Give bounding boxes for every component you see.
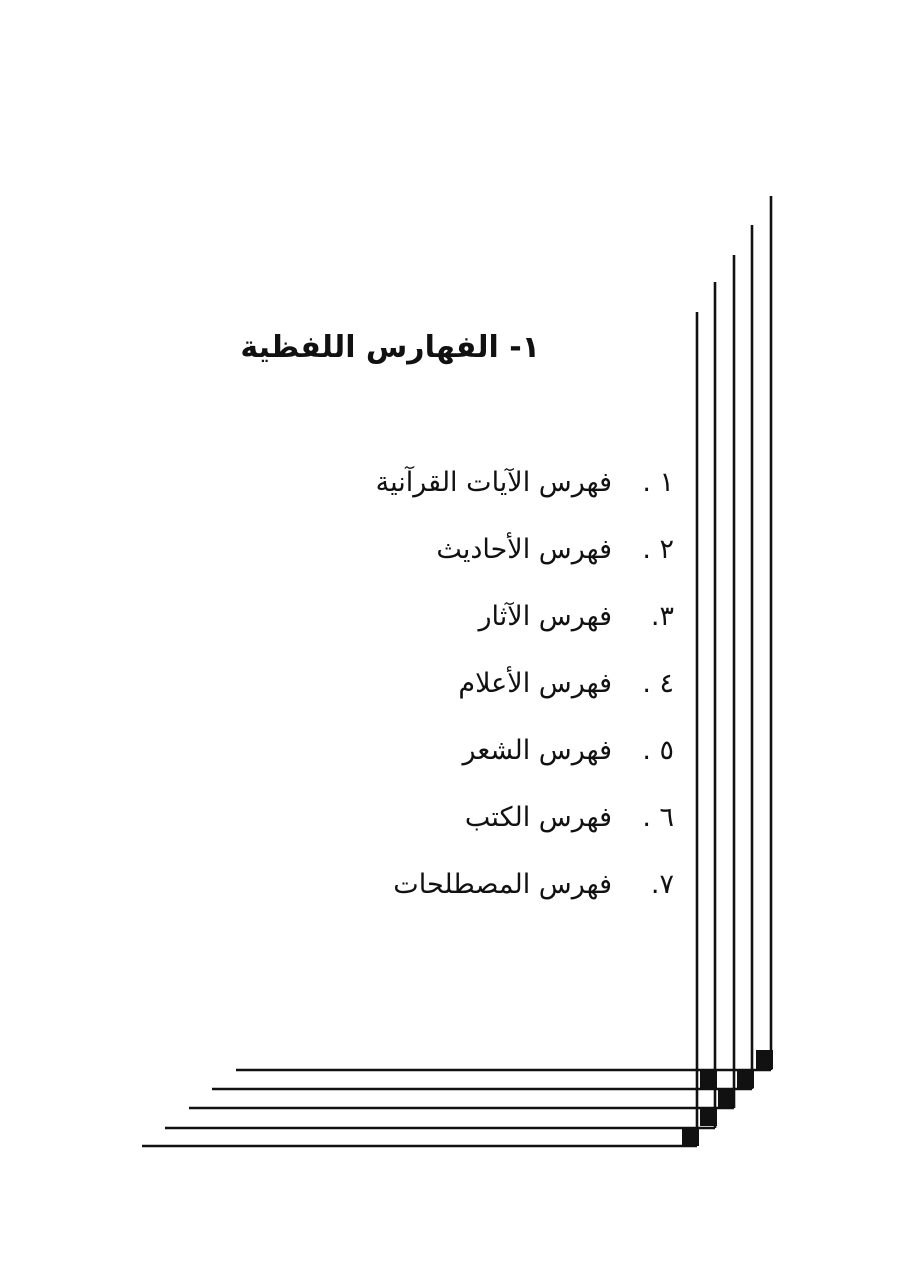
list-item (376, 659, 674, 726)
item-label: فهرس الآيات القرآنية (375, 467, 612, 498)
item-number: ٤ . (642, 668, 674, 699)
frame-corner-block (700, 1107, 717, 1126)
frame-corner-block (756, 1050, 773, 1069)
list-item (376, 525, 674, 592)
item-number: ٥ . (642, 735, 674, 766)
item-label: فهرس الأعلام (458, 668, 612, 699)
frame-corner-block (682, 1127, 699, 1146)
item-label: فهرس المصطلحات (393, 869, 612, 900)
section-heading: ١- الفهارس اللفظية (240, 330, 540, 365)
frame-corner-block (737, 1069, 754, 1088)
item-label: فهرس الآثار (478, 601, 612, 632)
item-label: فهرس الكتب (464, 802, 612, 833)
item-number: ٧. (650, 869, 674, 900)
list-item (376, 592, 674, 659)
item-label: فهرس الأحاديث (436, 534, 612, 565)
item-number: ٦ . (642, 802, 674, 833)
index-list (376, 458, 674, 927)
list-item (376, 458, 674, 525)
item-number: ٢ . (642, 534, 674, 565)
item-label: فهرس الشعر (462, 735, 612, 766)
frame-corner-block (700, 1069, 717, 1088)
list-item (376, 726, 674, 793)
item-number: ٣. (650, 601, 674, 632)
list-item (376, 793, 674, 860)
item-number: ١ . (642, 467, 674, 498)
list-item (376, 860, 674, 927)
frame-corner-block (718, 1088, 735, 1107)
